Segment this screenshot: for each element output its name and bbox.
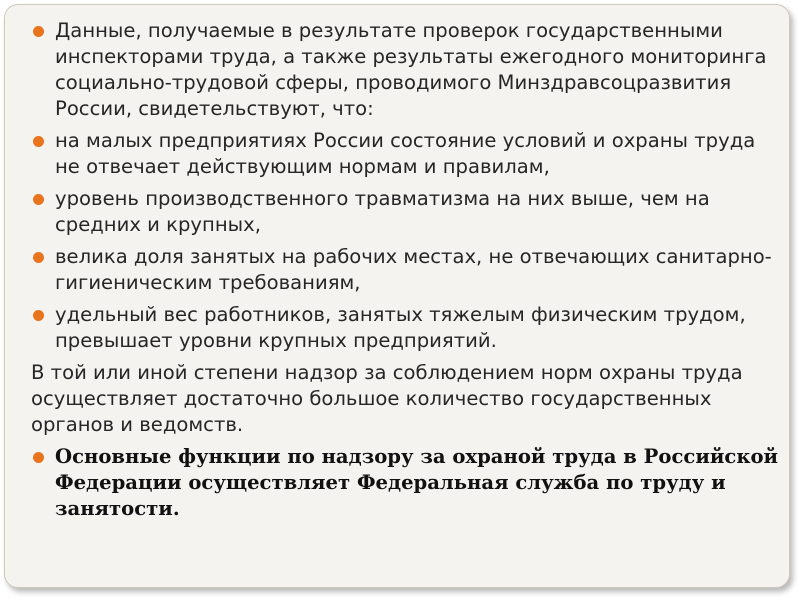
bullet-item-heavy-labor — [31, 302, 781, 354]
bullet-dot-icon — [33, 452, 44, 463]
bullet-dot-icon — [33, 310, 44, 321]
paragraph-supervision — [31, 360, 781, 438]
bullet-dot-icon — [33, 252, 44, 263]
bullet-item-federal-service — [31, 444, 781, 522]
paragraph-text: В той или иной степени надзор за соблюдением норм охраны труда осуществляет достаточно большое количество государственных органов и ведомств. — [31, 361, 743, 436]
bullet-text: на малых предприятиях России состояние условий и охраны труда не отвечает действующим нормам и правилам, — [55, 129, 756, 178]
bullet-text: уровень производственного травматизма на них выше, чем на средних и крупных, — [55, 187, 710, 236]
bullet-text: Данные, получаемые в результате проверок государственными инспекторами труда, а также результаты ежегодного мониторинга социально-трудовой сферы, проводимого Минздравсоцразвития России, свидетельствуют, что: — [55, 19, 767, 120]
bullet-dot-icon — [33, 136, 44, 147]
bullet-item-small-enterprises — [31, 128, 781, 180]
bullet-dot-icon — [33, 194, 44, 205]
bullet-text: велика доля занятых на рабочих местах, не отвечающих санитарно-гигиеническим требованиям, — [55, 245, 772, 294]
bullet-dot-icon — [33, 26, 44, 37]
slide-content — [31, 18, 781, 528]
bullet-text: удельный вес работников, занятых тяжелым физическим трудом, превышает уровни крупных предприятий. — [55, 303, 746, 352]
bullet-item-workplaces — [31, 244, 781, 296]
bullet-item-intro — [31, 18, 781, 122]
bullet-item-injury-level — [31, 186, 781, 238]
bullet-text-bold: Основные функции по надзору за охраной труда в Российской Федерации осуществляет Федеральная служба по труду и занятости. — [55, 445, 779, 520]
slide-frame — [4, 4, 790, 588]
